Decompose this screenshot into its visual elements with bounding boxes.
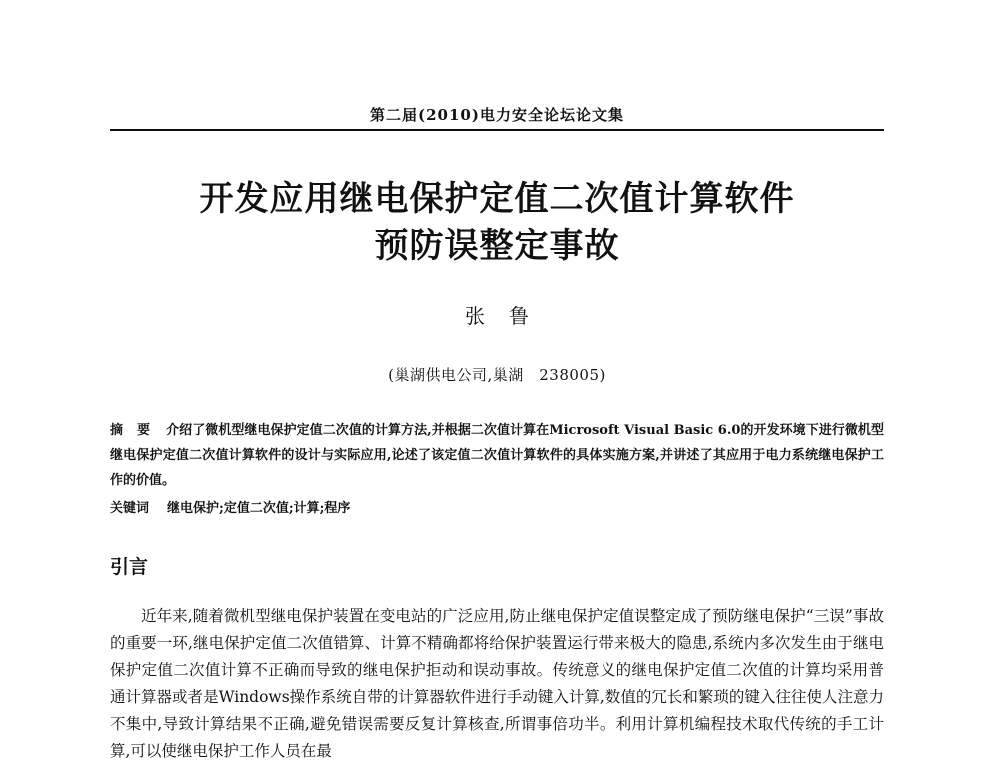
abstract-label: 摘要 [110, 423, 165, 438]
introduction-paragraph: 近年来,随着微机型继电保护装置在变电站的广泛应用,防止继电保护定值误整定成了预防继电保护“三误”事故的重要一环,继电保护定值二次值错算、计算不精确都将给保护装置运行带来极大的隐患,系统内多次发生由于继电保护定值二次值计算不正确而导致的继电保护拒动和误动事故。传统意义的继电保护定值二次值的计算均采用普通计算器或者是Windows操作系统自带的计算器软件进行手动键入计算,数值的冗长和繁琐的键入往往使人注意力不集中,导致计算结果不正确,避免错误需要反复计算核查,所谓事倍功半。利用计算机编程技术取代传统的手工计算,可以使继电保护工作人员在最 [110, 607, 884, 760]
paper-title-line-2: 预防误整定事故 [374, 226, 620, 266]
author-affiliation: (巢湖供电公司,巢湖 238005) [388, 366, 606, 384]
paper-title-line-1: 开发应用继电保护定值二次值计算软件 [199, 179, 795, 219]
author-name: 张鲁 [465, 304, 553, 328]
abstract [110, 418, 884, 493]
keywords-text: 继电保护;定值二次值;计算;程序 [167, 501, 351, 516]
keywords-label: 关键词 [110, 501, 150, 516]
keywords [110, 496, 884, 521]
abstract-text: 介绍了微机型继电保护定值二次值的计算方法,并根据二次值计算在Microsoft Visual Basic 6.0的开发环境下进行微机型继电保护定值二次值计算软件的设计与实际应用,论述了该定值二次值计算软件的具体实施方案,并讲述了其应用于电力系统继电保护工作的价值。 [110, 423, 884, 488]
section-heading-introduction: 引言 [110, 556, 149, 578]
header-rule [110, 129, 884, 131]
running-head: 第二届(2010)电力安全论坛论文集 [370, 106, 624, 124]
